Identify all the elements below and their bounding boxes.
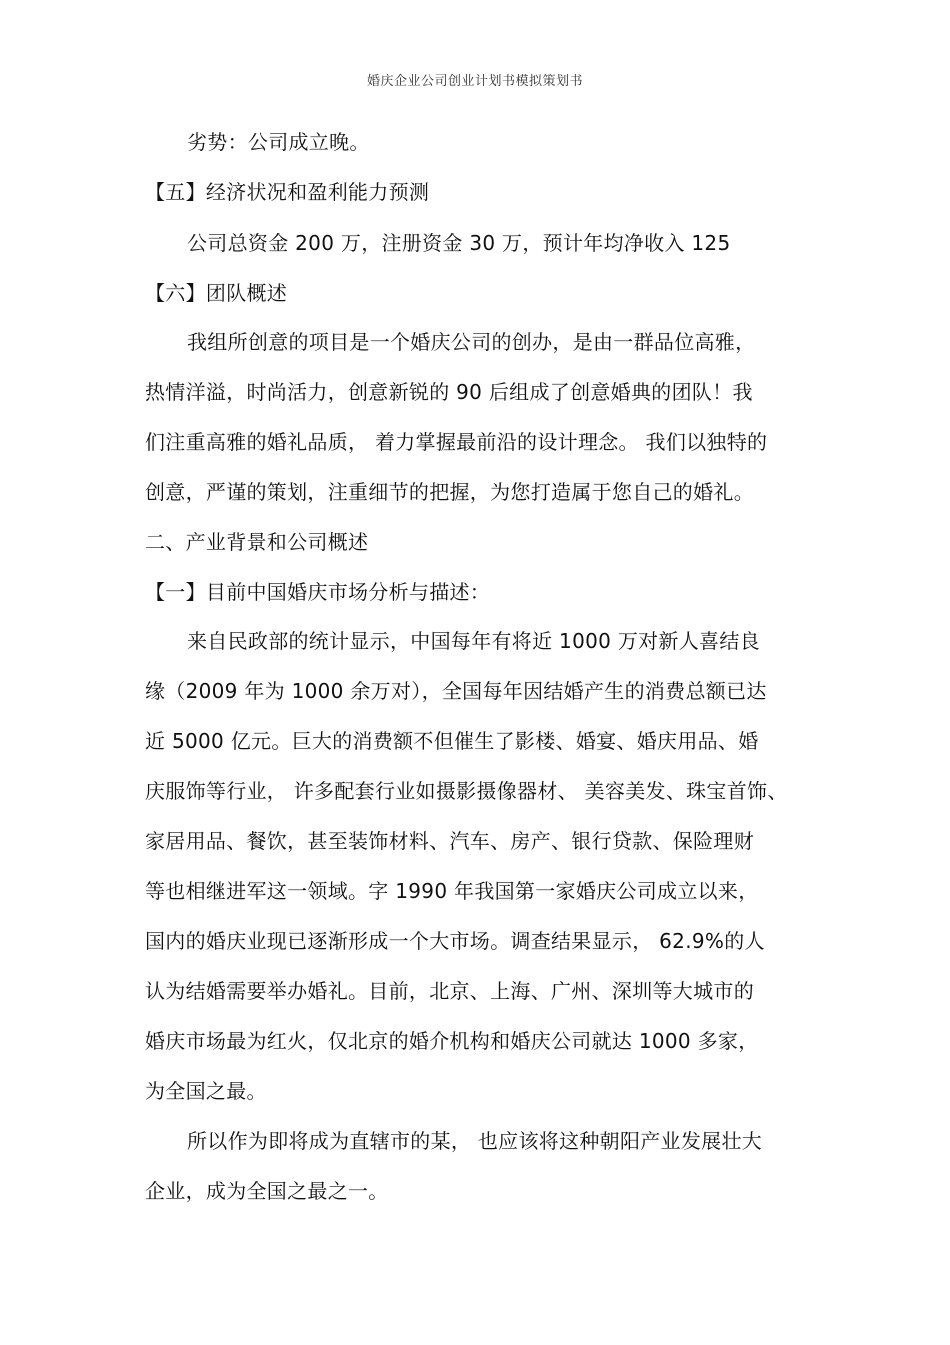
text-line: 庆服饰等行业， 许多配套行业如摄影摄像器材、 美容美发、珠宝首饰、	[145, 779, 788, 803]
text-line: 劣势：公司成立晚。	[187, 130, 370, 154]
text-line: 家居用品、餐饮，甚至装饰材料、汽车、房产、银行贷款、保险理财	[145, 829, 754, 853]
text-line: 国内的婚庆业现已逐渐形成一个大市场。调查结果显示， 62.9%的人	[145, 929, 765, 953]
text-line: 我组所创意的项目是一个婚庆公司的创办，是由一群品位高雅，	[187, 330, 756, 354]
page-header: 婚庆企业公司创业计划书模拟策划书	[366, 74, 583, 89]
text-line: 为全国之最。	[145, 1079, 267, 1103]
text-line: 们注重高雅的婚礼品质， 着力掌握最前沿的设计理念。 我们以独特的	[145, 430, 768, 454]
text-line: 创意，严谨的策划，注重细节的把握，为您打造属于您自己的婚礼。	[145, 480, 754, 504]
text-line: 近 5000 亿元。巨大的消费额不但催生了影楼、婚宴、婚庆用品、婚	[145, 729, 759, 753]
text-line: 缘（2009 年为 1000 余万对），全国每年因结婚产生的消费总额已达	[145, 679, 767, 703]
section-heading: 【一】目前中国婚庆市场分析与描述：	[145, 580, 491, 604]
chapter-heading: 二、产业背景和公司概述	[145, 530, 369, 554]
text-line: 认为结婚需要举办婚礼。目前，北京、上海、广州、深圳等大城市的	[145, 979, 754, 1003]
text-line: 等也相继进军这一领域。字 1990 年我国第一家婚庆公司成立以来，	[145, 879, 759, 903]
text-line: 企业，成为全国之最之一。	[145, 1179, 389, 1203]
text-line: 所以作为即将成为直辖市的某， 也应该将这种朝阳产业发展壮大	[187, 1129, 763, 1153]
section-heading: 【五】经济状况和盈利能力预测	[145, 180, 430, 204]
text-line: 来自民政部的统计显示，中国每年有将近 1000 万对新人喜结良	[187, 629, 760, 653]
text-line: 热情洋溢，时尚活力，创意新锐的 90 后组成了创意婚典的团队！我	[145, 380, 753, 404]
section-heading: 【六】团队概述	[145, 281, 288, 305]
text-line: 婚庆市场最为红火，仅北京的婚介机构和婚庆公司就达 1000 多家，	[145, 1029, 759, 1053]
text-line: 公司总资金 200 万，注册资金 30 万，预计年均净收入 125	[187, 231, 731, 255]
